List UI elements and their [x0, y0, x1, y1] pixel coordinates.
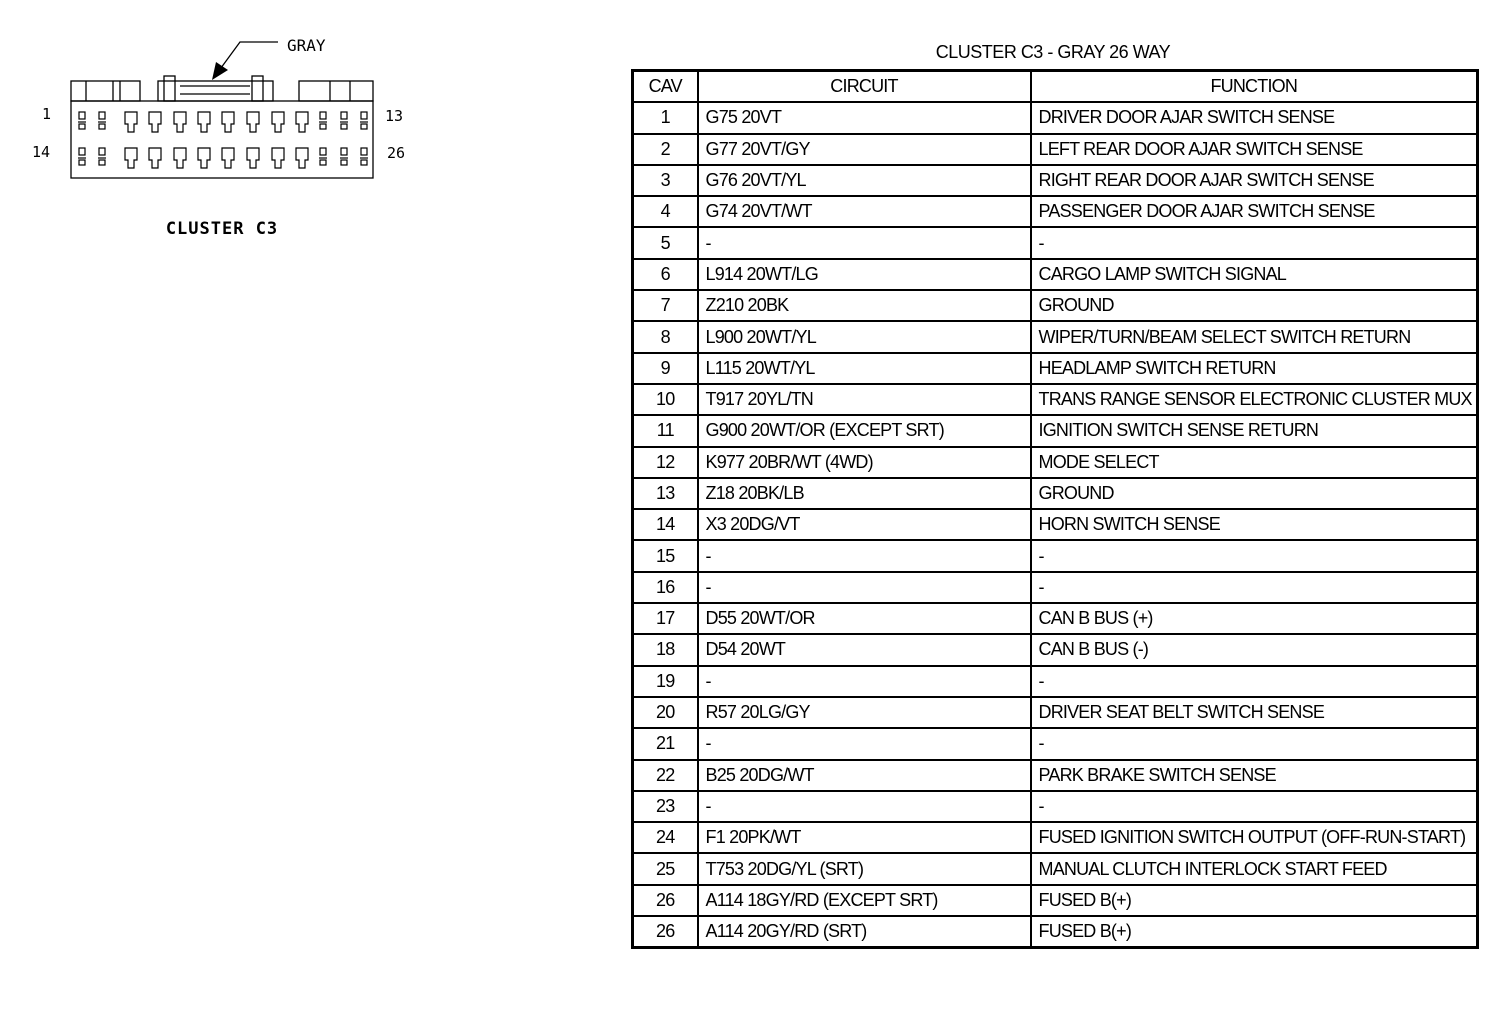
cav-cell: 26: [633, 916, 698, 948]
function-cell: FUSED IGNITION SWITCH OUTPUT (OFF-RUN-START): [1031, 822, 1478, 853]
pin-label-13: 13: [385, 107, 404, 125]
cav-cell: 2: [633, 134, 698, 165]
circuit-cell: L900 20WT/YL: [698, 321, 1031, 352]
function-cell: LEFT REAR DOOR AJAR SWITCH SENSE: [1031, 134, 1478, 165]
circuit-cell: G76 20VT/YL: [698, 165, 1031, 196]
pinout-table: [631, 69, 1479, 949]
table-row: [633, 885, 1478, 916]
circuit-cell: R57 20LG/GY: [698, 697, 1031, 728]
table-row: [633, 321, 1478, 352]
table-row: [633, 634, 1478, 665]
table-row: [633, 196, 1478, 227]
table-row: [633, 603, 1478, 634]
table-row: [633, 353, 1478, 384]
circuit-cell: -: [698, 791, 1031, 822]
connector-cavities: [78, 112, 368, 168]
table-row: [633, 259, 1478, 290]
header-function: FUNCTION: [1031, 71, 1478, 103]
circuit-cell: D55 20WT/OR: [698, 603, 1031, 634]
function-cell: -: [1031, 572, 1478, 603]
table-header-row: [633, 71, 1478, 103]
function-cell: CAN B BUS (+): [1031, 603, 1478, 634]
circuit-cell: L115 20WT/YL: [698, 353, 1031, 384]
cav-cell: 14: [633, 509, 698, 540]
circuit-cell: A114 20GY/RD (SRT): [698, 916, 1031, 948]
cav-cell: 7: [633, 290, 698, 321]
circuit-cell: G74 20VT/WT: [698, 196, 1031, 227]
function-cell: GROUND: [1031, 290, 1478, 321]
function-cell: -: [1031, 728, 1478, 759]
table-row: [633, 853, 1478, 884]
cav-cell: 26: [633, 885, 698, 916]
cav-cell: 21: [633, 728, 698, 759]
table-row: [633, 728, 1478, 759]
circuit-cell: -: [698, 666, 1031, 697]
connector-latch-left: [71, 81, 140, 101]
cav-cell: 24: [633, 822, 698, 853]
cav-cell: 17: [633, 603, 698, 634]
function-cell: PASSENGER DOOR AJAR SWITCH SENSE: [1031, 196, 1478, 227]
pin-label-26: 26: [387, 144, 406, 162]
function-cell: PARK BRAKE SWITCH SENSE: [1031, 760, 1478, 791]
circuit-cell: Z18 20BK/LB: [698, 478, 1031, 509]
table-row: [633, 227, 1478, 258]
cav-cell: 15: [633, 540, 698, 571]
table-row: [633, 791, 1478, 822]
circuit-cell: G900 20WT/OR (EXCEPT SRT): [698, 415, 1031, 446]
circuit-cell: A114 18GY/RD (EXCEPT SRT): [698, 885, 1031, 916]
function-cell: HEADLAMP SWITCH RETURN: [1031, 353, 1478, 384]
function-cell: -: [1031, 227, 1478, 258]
pin-label-1: 1: [42, 105, 52, 123]
function-cell: RIGHT REAR DOOR AJAR SWITCH SENSE: [1031, 165, 1478, 196]
cav-cell: 16: [633, 572, 698, 603]
circuit-cell: -: [698, 227, 1031, 258]
gray-callout-leader: [218, 42, 278, 72]
circuit-cell: -: [698, 540, 1031, 571]
cav-cell: 3: [633, 165, 698, 196]
table-row: [633, 666, 1478, 697]
cav-cell: 4: [633, 196, 698, 227]
table-row: [633, 760, 1478, 791]
header-cav: CAV: [633, 71, 698, 103]
table-row: [633, 540, 1478, 571]
function-cell: IGNITION SWITCH SENSE RETURN: [1031, 415, 1478, 446]
connector-caption: CLUSTER C3: [165, 219, 279, 239]
function-cell: CARGO LAMP SWITCH SIGNAL: [1031, 259, 1478, 290]
circuit-cell: -: [698, 728, 1031, 759]
function-cell: TRANS RANGE SENSOR ELECTRONIC CLUSTER MUX: [1031, 384, 1478, 415]
function-cell: DRIVER SEAT BELT SWITCH SENSE: [1031, 697, 1478, 728]
function-cell: WIPER/TURN/BEAM SELECT SWITCH RETURN: [1031, 321, 1478, 352]
function-cell: MANUAL CLUTCH INTERLOCK START FEED: [1031, 853, 1478, 884]
table-row: [633, 134, 1478, 165]
gray-callout-arrowhead: [212, 62, 228, 80]
cav-cell: 20: [633, 697, 698, 728]
table-row: [633, 165, 1478, 196]
function-cell: GROUND: [1031, 478, 1478, 509]
circuit-cell: X3 20DG/VT: [698, 509, 1031, 540]
cav-cell: 12: [633, 447, 698, 478]
function-cell: CAN B BUS (-): [1031, 634, 1478, 665]
connector-color-label: GRAY: [287, 36, 326, 55]
cav-cell: 1: [633, 102, 698, 133]
function-cell: -: [1031, 540, 1478, 571]
circuit-cell: K977 20BR/WT (4WD): [698, 447, 1031, 478]
function-cell: -: [1031, 791, 1478, 822]
table-row: [633, 822, 1478, 853]
cav-cell: 8: [633, 321, 698, 352]
circuit-cell: T753 20DG/YL (SRT): [698, 853, 1031, 884]
circuit-cell: L914 20WT/LG: [698, 259, 1031, 290]
function-cell: DRIVER DOOR AJAR SWITCH SENSE: [1031, 102, 1478, 133]
circuit-cell: Z210 20BK: [698, 290, 1031, 321]
circuit-cell: -: [698, 572, 1031, 603]
table-row: [633, 478, 1478, 509]
table-row: [633, 447, 1478, 478]
table-row: [633, 384, 1478, 415]
cav-cell: 23: [633, 791, 698, 822]
connector-latch-right: [299, 81, 373, 101]
circuit-cell: F1 20PK/WT: [698, 822, 1031, 853]
cav-cell: 22: [633, 760, 698, 791]
table-row: [633, 509, 1478, 540]
circuit-cell: D54 20WT: [698, 634, 1031, 665]
table-row: [633, 697, 1478, 728]
circuit-cell: B25 20DG/WT: [698, 760, 1031, 791]
function-cell: FUSED B(+): [1031, 885, 1478, 916]
connector-diagram: [0, 0, 460, 200]
table-row: [633, 916, 1478, 948]
cav-cell: 18: [633, 634, 698, 665]
header-circuit: CIRCUIT: [698, 71, 1031, 103]
circuit-cell: G77 20VT/GY: [698, 134, 1031, 165]
function-cell: MODE SELECT: [1031, 447, 1478, 478]
table-row: [633, 415, 1478, 446]
cav-cell: 13: [633, 478, 698, 509]
table-row: [633, 102, 1478, 133]
cav-cell: 9: [633, 353, 698, 384]
circuit-cell: G75 20VT: [698, 102, 1031, 133]
function-cell: HORN SWITCH SENSE: [1031, 509, 1478, 540]
function-cell: FUSED B(+): [1031, 916, 1478, 948]
cav-cell: 5: [633, 227, 698, 258]
table-row: [633, 572, 1478, 603]
cav-cell: 19: [633, 666, 698, 697]
table-title: CLUSTER C3 - GRAY 26 WAY: [935, 42, 1171, 62]
function-cell: -: [1031, 666, 1478, 697]
circuit-cell: T917 20YL/TN: [698, 384, 1031, 415]
table-row: [633, 290, 1478, 321]
cav-cell: 6: [633, 259, 698, 290]
cav-cell: 25: [633, 853, 698, 884]
pin-label-14: 14: [32, 143, 51, 161]
cav-cell: 10: [633, 384, 698, 415]
cav-cell: 11: [633, 415, 698, 446]
